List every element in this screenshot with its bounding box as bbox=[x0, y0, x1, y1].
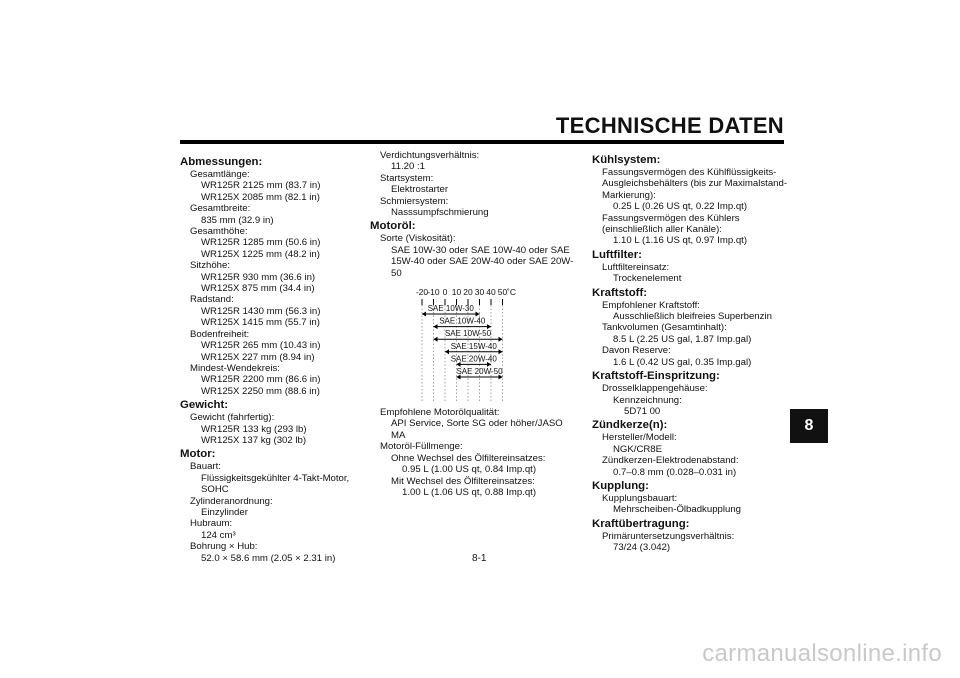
series-label: SAE 10W-30 bbox=[427, 304, 474, 314]
spec-value: 1.10 L (1.16 US qt, 0.97 Imp.qt) bbox=[613, 235, 748, 247]
column-1 bbox=[180, 154, 370, 564]
spec-label: (einschließlich aller Kanäle): bbox=[602, 224, 722, 236]
spec-label: Bohrung × Hub: bbox=[190, 541, 258, 553]
spec-label: Kupplungsbauart: bbox=[602, 492, 678, 504]
spec-value: WR125R 2125 mm (83.7 in) bbox=[201, 180, 321, 192]
section-heading-motoroel: Motoröl: bbox=[370, 220, 416, 233]
spec-label: Startsystem: bbox=[380, 172, 434, 184]
spec-value: SAE 10W-30 oder SAE 10W-40 oder SAE bbox=[391, 244, 570, 256]
spec-value: WR125X 2250 mm (88.6 in) bbox=[201, 385, 320, 397]
spec-label: Luftfiltereinsatz: bbox=[602, 261, 670, 273]
spec-label: Davon Reserve: bbox=[602, 345, 671, 357]
spec-label: Sorte (Viskosität): bbox=[380, 233, 456, 245]
tick-label: -20 bbox=[415, 287, 429, 298]
spec-label: Bodenfreiheit: bbox=[190, 328, 250, 340]
section-heading-luftfilter: Luftfilter: bbox=[592, 248, 642, 261]
spec-value: WR125R 930 mm (36.6 in) bbox=[201, 271, 316, 283]
chapter-tab: 8 bbox=[790, 409, 828, 443]
spec-label: Fassungsvermögen des Kühlflüssigkeits- bbox=[602, 167, 777, 178]
spec-value: WR125X 137 kg (302 lb) bbox=[201, 434, 307, 446]
spec-label: Empfohlene Motorölqualität: bbox=[380, 407, 500, 419]
section-heading-kraftuebertragung: Kraftübertragung: bbox=[592, 517, 690, 530]
spec-label: Empfohlener Kraftstoff: bbox=[602, 299, 700, 311]
spec-value: 124 cm³ bbox=[201, 529, 236, 541]
spec-label: Primäruntersetzungsverhältnis: bbox=[602, 530, 735, 542]
spec-label: Verdichtungsverhältnis: bbox=[380, 150, 480, 161]
spec-value: WR125R 2200 mm (86.6 in) bbox=[201, 374, 321, 386]
page-title: TECHNISCHE DATEN bbox=[555, 113, 784, 138]
spec-value: API Service, Sorte SG oder höher/JASO bbox=[391, 418, 563, 430]
spec-label: Zylinderanordnung: bbox=[190, 495, 273, 507]
spec-value: Einzylinder bbox=[201, 506, 248, 518]
series-label: SAE 20W-50 bbox=[456, 367, 503, 377]
column-3 bbox=[592, 152, 792, 554]
spec-value: 0.95 L (1.00 US qt, 0.84 Imp.qt) bbox=[402, 464, 537, 476]
range-arrow-right bbox=[499, 337, 503, 342]
section-heading-gewicht: Gewicht: bbox=[180, 399, 229, 412]
section-heading-einspritzung: Kraftstoff-Einspritzung: bbox=[592, 370, 720, 383]
spec-value: WR125R 1285 mm (50.6 in) bbox=[201, 237, 321, 249]
series-label: SAE 20W-40 bbox=[450, 354, 497, 364]
title-rule bbox=[180, 140, 784, 144]
range-arrow-right bbox=[499, 349, 503, 354]
spec-value: WR125R 133 kg (293 lb) bbox=[201, 423, 307, 435]
oil-viscosity-chart bbox=[370, 285, 530, 403]
spec-value: Trockenelement bbox=[613, 273, 682, 285]
spec-value: 50 bbox=[391, 267, 402, 279]
spec-label: Ohne Wechsel des Ölfiltereinsatzes: bbox=[391, 452, 546, 464]
spec-value: NGK/CR8E bbox=[613, 443, 663, 455]
spec-value: 52.0 × 58.6 mm (2.05 × 2.31 in) bbox=[201, 552, 336, 564]
spec-value: 1.00 L (1.06 US qt, 0.88 Imp.qt) bbox=[402, 486, 537, 498]
spec-value: WR125X 2085 mm (82.1 in) bbox=[201, 191, 320, 203]
spec-label: Drosselklappengehäuse: bbox=[602, 383, 708, 395]
section-heading-motor: Motor: bbox=[180, 448, 216, 461]
unit-label: ˚C bbox=[507, 287, 516, 298]
page-number: 8-1 bbox=[472, 553, 487, 564]
spec-value: 5D71 00 bbox=[624, 405, 661, 417]
spec-value: 11.20 :1 bbox=[391, 161, 425, 173]
series-label: SAE 15W-40 bbox=[450, 341, 497, 351]
spec-value: 1.6 L (0.42 US gal, 0.35 Imp.gal) bbox=[613, 356, 752, 368]
section-heading-abmessungen: Abmessungen: bbox=[180, 156, 263, 168]
spec-value: Mehrscheiben-Ölbadkupplung bbox=[613, 504, 741, 516]
spec-label: Ausgleichsbehälters (bis zur Maximalstand- bbox=[602, 178, 788, 190]
spec-label: Zündkerzen-Elektrodenabstand: bbox=[602, 455, 739, 467]
spec-value: WR125X 227 mm (8.94 in) bbox=[201, 351, 315, 363]
spec-label: Radstand: bbox=[190, 294, 234, 306]
series-label: SAE 10W-50 bbox=[444, 329, 492, 339]
spec-value: WR125X 1225 mm (48.2 in) bbox=[201, 248, 320, 260]
spec-label: Hersteller/Modell: bbox=[602, 432, 677, 444]
tick-label: 10 bbox=[451, 287, 462, 298]
spec-label: Sitzhöhe: bbox=[190, 260, 231, 272]
section-heading-kuehlsystem: Kühlsystem: bbox=[592, 154, 661, 166]
spec-value: 0.7–0.8 mm (0.028–0.031 in) bbox=[613, 466, 737, 478]
spec-value: WR125X 875 mm (34.4 in) bbox=[201, 283, 315, 295]
spec-label: Motoröl-Füllmenge: bbox=[380, 441, 463, 453]
spec-value: 15W-40 oder SAE 20W-40 oder SAE 20W- bbox=[391, 256, 574, 268]
spec-value: WR125R 1430 mm (56.3 in) bbox=[201, 305, 321, 317]
spec-label: Bauart: bbox=[190, 461, 221, 473]
spec-label: Hubraum: bbox=[190, 518, 233, 530]
section-heading-zuendkerze: Zündkerze(n): bbox=[592, 419, 668, 432]
spec-value: 73/24 (3.042) bbox=[613, 542, 671, 554]
spec-label: Gewicht (fahrfertig): bbox=[190, 412, 275, 424]
spec-value: 835 mm (32.9 in) bbox=[201, 214, 274, 226]
tick-label: 30 bbox=[474, 287, 485, 298]
spec-label: Mindest-Wendekreis: bbox=[190, 362, 280, 374]
range-arrow-left bbox=[422, 312, 426, 317]
watermark: carmanualsonline.info bbox=[702, 640, 942, 667]
spec-label: Gesamtbreite: bbox=[190, 203, 251, 215]
tick-label: 20 bbox=[463, 287, 473, 298]
spec-label: Tankvolumen (Gesamtinhalt): bbox=[602, 322, 727, 334]
spec-value: MA bbox=[391, 429, 406, 441]
spec-label: Markierung): bbox=[602, 189, 656, 201]
spec-label: Gesamthöhe: bbox=[190, 226, 248, 238]
spec-value: 8.5 L (2.25 US gal, 1.87 Imp.gal) bbox=[613, 333, 752, 345]
tick-label: -10 bbox=[427, 287, 440, 298]
range-arrow-left bbox=[434, 324, 438, 329]
series-label: SAE 10W-40 bbox=[439, 316, 486, 326]
column-2 bbox=[370, 150, 585, 498]
spec-label: Gesamtlänge: bbox=[190, 169, 250, 180]
spec-value: WR125R 265 mm (10.43 in) bbox=[201, 340, 321, 352]
section-heading-kupplung: Kupplung: bbox=[592, 479, 649, 492]
range-arrow-left bbox=[445, 349, 449, 354]
section-heading-kraftstoff: Kraftstoff: bbox=[592, 286, 648, 299]
spec-label: Schmiersystem: bbox=[380, 195, 449, 207]
tick-label: 50 bbox=[497, 287, 508, 298]
range-arrow-left bbox=[434, 337, 438, 342]
spec-label: Kennzeichnung: bbox=[613, 394, 682, 406]
tick-label: 0 bbox=[442, 287, 448, 298]
spec-value: 0.25 L (0.26 US qt, 0.22 Imp.qt) bbox=[613, 201, 748, 213]
spec-label: Mit Wechsel des Ölfiltereinsatzes: bbox=[391, 475, 535, 487]
spec-label: Fassungsvermögen des Kühlers bbox=[602, 212, 740, 224]
spec-value: Nasssumpfschmierung bbox=[391, 207, 489, 219]
tick-label: 40 bbox=[486, 287, 496, 298]
spec-value: Elektrostarter bbox=[391, 184, 449, 196]
spec-value: Flüssigkeitsgekühlter 4-Takt-Motor, SOHC bbox=[201, 472, 350, 496]
spec-value: WR125X 1415 mm (55.7 in) bbox=[201, 317, 320, 329]
spec-value: Ausschließlich bleifreies Superbenzin bbox=[613, 311, 772, 323]
